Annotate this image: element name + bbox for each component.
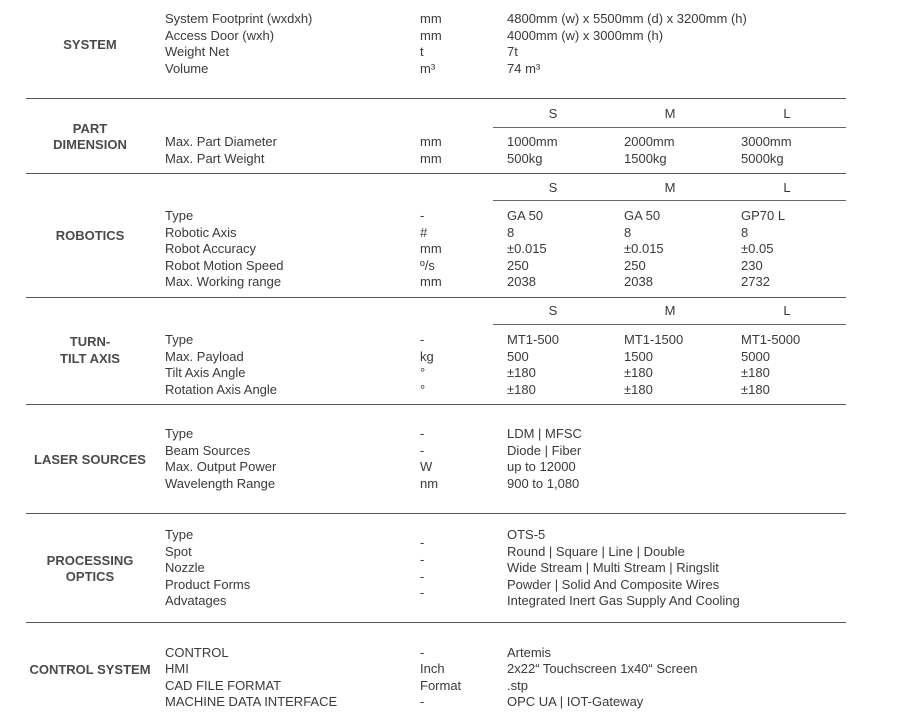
spec-value-m: 8 — [624, 225, 632, 240]
spec-value-s: ±180 — [507, 365, 536, 380]
size-header-m: M — [664, 106, 676, 121]
spec-unit: º/s — [420, 258, 435, 273]
spec-value-s: 1000mm — [507, 134, 558, 149]
spec-unit: - — [420, 426, 425, 441]
spec-value: OPC UA | IOT-Gateway — [507, 694, 644, 709]
spec-unit: m³ — [420, 61, 436, 76]
spec-unit: nm — [420, 476, 439, 491]
size-header-underline — [493, 324, 846, 325]
spec-unit: mm — [420, 28, 442, 43]
spec-label: CONTROL — [165, 645, 229, 660]
spec-value-m: 1500kg — [624, 151, 667, 166]
spec-unit: - — [420, 569, 425, 584]
spec-value-m: 2038 — [624, 274, 653, 289]
spec-label: Max. Part Weight — [165, 151, 265, 166]
size-header-m: M — [664, 180, 676, 195]
spec-unit: Format — [420, 678, 462, 693]
section-divider — [26, 297, 846, 298]
spec-value: Powder | Solid And Composite Wires — [507, 577, 720, 592]
section-divider — [26, 404, 846, 405]
spec-value-m: ±180 — [624, 365, 653, 380]
spec-unit: ° — [420, 365, 426, 380]
spec-unit: Inch — [420, 661, 445, 676]
section-title-part: PART — [72, 121, 108, 136]
spec-value: 4800mm (w) x 5500mm (d) x 3200mm (h) — [507, 11, 747, 26]
spec-value: Artemis — [507, 645, 552, 660]
size-header-l: L — [783, 180, 791, 195]
spec-label: CAD FILE FORMAT — [165, 678, 282, 693]
section-divider — [26, 173, 846, 174]
spec-value-l: 230 — [741, 258, 763, 273]
spec-label: Wavelength Range — [165, 476, 276, 491]
spec-value-l: 5000 — [741, 349, 770, 364]
spec-unit: mm — [420, 11, 442, 26]
spec-value-l: 5000kg — [741, 151, 784, 166]
spec-value-m: MT1-1500 — [624, 332, 684, 347]
spec-label: Max. Part Diameter — [165, 134, 277, 149]
spec-unit: - — [420, 694, 425, 709]
spec-value-m: 2000mm — [624, 134, 675, 149]
spec-label: Beam Sources — [165, 443, 251, 458]
size-header-s: S — [548, 180, 558, 195]
spec-label: Robot Accuracy — [165, 241, 257, 256]
spec-label: Product Forms — [165, 577, 251, 592]
section-title-dimension: DIMENSION — [53, 137, 127, 152]
spec-value-s: 500 — [507, 349, 529, 364]
section-divider — [26, 513, 846, 514]
spec-value: 4000mm (w) x 3000mm (h) — [507, 28, 664, 43]
spec-unit: ° — [420, 382, 426, 397]
spec-value: Round | Square | Line | Double — [507, 544, 685, 559]
spec-value: 74 m³ — [507, 61, 541, 76]
spec-label: Spot — [165, 544, 192, 559]
spec-label: Weight Net — [165, 44, 230, 59]
section-title-tilt-axis: TILT AXIS — [60, 351, 120, 366]
spec-value: up to 12000 — [507, 459, 576, 474]
spec-value-s: 250 — [507, 258, 529, 273]
spec-value: 7t — [507, 44, 518, 59]
spec-unit: W — [420, 459, 433, 474]
spec-label: Max. Payload — [165, 349, 244, 364]
spec-unit: t — [420, 44, 424, 59]
spec-label: Tilt Axis Angle — [165, 365, 246, 380]
section-title-robotics: ROBOTICS — [55, 228, 125, 243]
spec-value: OTS-5 — [507, 527, 546, 542]
spec-value-l: 8 — [741, 225, 749, 240]
spec-unit: - — [420, 552, 425, 567]
spec-unit: kg — [420, 349, 434, 364]
spec-label: MACHINE DATA INTERFACE — [165, 694, 338, 709]
spec-value-l: ±180 — [741, 382, 770, 397]
spec-unit: mm — [420, 151, 442, 166]
spec-unit: # — [420, 225, 428, 240]
spec-value-l: ±0.05 — [741, 241, 774, 256]
spec-unit: mm — [420, 274, 442, 289]
spec-unit: mm — [420, 241, 442, 256]
spec-value-s: MT1-500 — [507, 332, 560, 347]
spec-label: Type — [165, 527, 194, 542]
spec-label: Robot Motion Speed — [165, 258, 284, 273]
spec-unit: - — [420, 332, 425, 347]
spec-value-l: 2732 — [741, 274, 770, 289]
size-header-s: S — [548, 106, 558, 121]
spec-label: Rotation Axis Angle — [165, 382, 278, 397]
section-title-system: SYSTEM — [63, 37, 117, 52]
spec-label: Type — [165, 332, 194, 347]
spec-value-m: 250 — [624, 258, 646, 273]
section-title-optics: OPTICS — [65, 569, 115, 584]
spec-label: Type — [165, 426, 194, 441]
spec-unit: - — [420, 585, 425, 600]
section-title-processing: PROCESSING — [46, 553, 134, 568]
spec-value-m: GA 50 — [624, 208, 661, 223]
spec-value-l: ±180 — [741, 365, 770, 380]
section-divider — [26, 622, 846, 623]
spec-label: System Footprint (wxdxh) — [165, 11, 313, 26]
size-header-s: S — [548, 303, 558, 318]
spec-value-l: 3000mm — [741, 134, 792, 149]
size-header-l: L — [783, 303, 791, 318]
spec-value-m: ±0.015 — [624, 241, 664, 256]
spec-value-l: GP70 L — [741, 208, 786, 223]
size-header-underline — [493, 200, 846, 201]
spec-value-s: ±180 — [507, 382, 536, 397]
spec-unit: - — [420, 208, 425, 223]
section-title-turn: TURN- — [69, 334, 111, 349]
size-header-m: M — [664, 303, 676, 318]
spec-value: .stp — [507, 678, 528, 693]
spec-unit: mm — [420, 134, 442, 149]
spec-value-s: 8 — [507, 225, 515, 240]
spec-label: Robotic Axis — [165, 225, 237, 240]
spec-unit: - — [420, 535, 425, 550]
spec-label: Access Door (wxh) — [165, 28, 275, 43]
section-divider — [26, 98, 846, 99]
spec-value: LDM | MFSC — [507, 426, 582, 441]
spec-label: Volume — [165, 61, 209, 76]
spec-value: Integrated Inert Gas Supply And Cooling — [507, 593, 740, 608]
spec-value: 2x22“ Touchscreen 1x40“ Screen — [507, 661, 698, 676]
size-header-l: L — [783, 106, 791, 121]
spec-value-s: 500kg — [507, 151, 543, 166]
spec-label: HMI — [165, 661, 189, 676]
spec-label: Nozzle — [165, 560, 205, 575]
spec-unit: - — [420, 645, 425, 660]
spec-label: Type — [165, 208, 194, 223]
section-title-laser-sources: LASER SOURCES — [34, 452, 146, 467]
spec-value: 900 to 1,080 — [507, 476, 580, 491]
spec-unit: - — [420, 443, 425, 458]
size-header-underline — [493, 127, 846, 128]
spec-value-m: 1500 — [624, 349, 653, 364]
spec-label: Max. Output Power — [165, 459, 277, 474]
section-title-control-system: CONTROL SYSTEM — [29, 662, 151, 677]
spec-value-s: 2038 — [507, 274, 536, 289]
spec-value-m: ±180 — [624, 382, 653, 397]
spec-value-l: MT1-5000 — [741, 332, 801, 347]
spec-label: Max. Working range — [165, 274, 282, 289]
spec-value-s: ±0.015 — [507, 241, 547, 256]
spec-value: Wide Stream | Multi Stream | Ringslit — [507, 560, 719, 575]
spec-value: Diode | Fiber — [507, 443, 582, 458]
spec-label: Advatages — [165, 593, 227, 608]
spec-value-s: GA 50 — [507, 208, 544, 223]
